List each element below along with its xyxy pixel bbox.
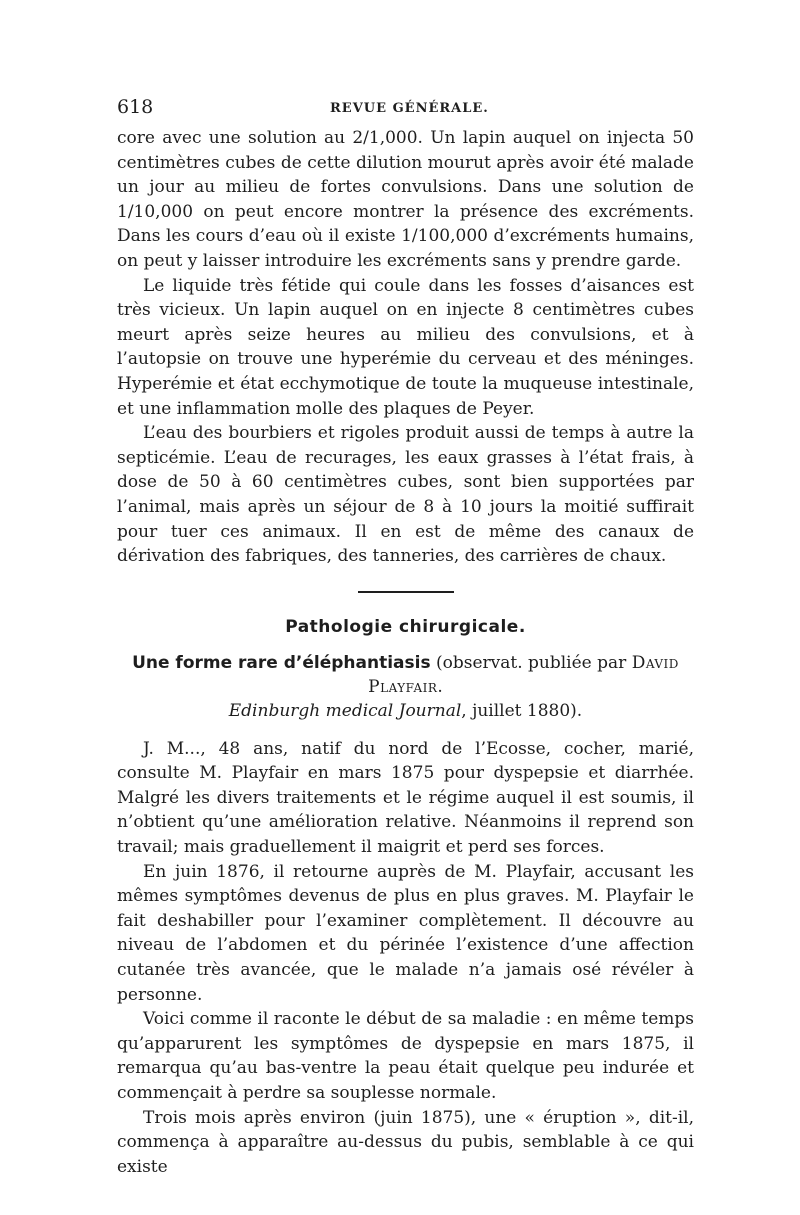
paragraph-debut-maladie: Voici comme il raconte le début de sa maladie : en même temps qu’apparurent les symptômes de dyspepsie en mars 1875, il remarqua qu’au bas-ventre la peau était quelque peu indurée et commençait à perdre sa souplesse normale. bbox=[117, 1009, 694, 1103]
article-title: Une forme rare d’éléphantiasis bbox=[132, 652, 431, 673]
article-author: David Playfair bbox=[368, 652, 679, 697]
paragraph-continuation: core avec une solution au 2/1,000. Un lapin auquel on injecta 50 centimètres cubes de cette dilution mourut après avoir été malade un jour au milieu de fortes convulsions. Dans une solution de 1/10,000 on peut encore montrer la présence des excréments. Dans les cours d’eau où il existe 1/100,000 d’excréments humains, on peut y laisser introduire les excréments sans y prendre garde. bbox=[117, 128, 694, 271]
article-byline-prefix: (observat. publiée par bbox=[430, 652, 632, 673]
article-title-line bbox=[117, 651, 694, 699]
article-source-line bbox=[117, 699, 694, 723]
page-header bbox=[117, 96, 694, 126]
book-page bbox=[117, 96, 694, 1179]
running-title: REVUE GÉNÉRALE. bbox=[330, 101, 489, 116]
journal-name: Edinburgh medical Journal bbox=[228, 700, 462, 721]
paragraph-case: J. M..., 48 ans, natif du nord de l’Ecosse, cocher, marié, consulte M. Playfair en mars 1875 pour dyspepsie et diarrhée. Malgré les divers traitements et le régime auquel il est soumis, il n’obtient qu’une amélioration relative. Néanmoins il reprend son travail; mais graduellement il maigrit et perd ses forces. bbox=[117, 738, 694, 858]
spacer bbox=[117, 723, 694, 737]
page-number: 618 bbox=[117, 96, 154, 118]
paragraph-juin-1876: En juin 1876, il retourne auprès de M. Playfair, accusant les mêmes symptômes devenus de plus en plus graves. M. Playfair le fait deshabiller pour l’examiner complètement. Il découvre au niveau de l’abdomen et du périnée l’existence d’une affection cutanée très avancée, que le malade n’a jamais osé révéler à personne. bbox=[117, 861, 694, 1005]
journal-date: , juillet 1880). bbox=[461, 700, 583, 721]
section-heading: Pathologie chirurgicale. bbox=[285, 616, 526, 637]
paragraph-bourbiers: L’eau des bourbiers et rigoles produit aussi de temps à autre la septicémie. L’eau de recurages, les eaux grasses à l’état frais, à dose de 50 à 60 centimètres cubes, sont bien supportées par l’animal, mais après un séjour de 8 à 10 jours la moitié suffirait pour tuer ces animaux. Il en est de même des canaux de dérivation des fabriques, des tanneries, des carrières de chaux. bbox=[117, 423, 694, 567]
paragraph-fosses: Le liquide très fétide qui coule dans les fosses d’aisances est très vicieux. Un lapin auquel on en injecte 8 centimètres cubes meurt après seize heures au milieu des convulsions, et à l’autopsie on trouve une hyperémie du cerveau et des méninges. Hyperémie et état ecchymotique de toute la muqueuse intestinale, et une inflammation molle des plaques de Peyer. bbox=[117, 275, 694, 419]
paragraph-trois-mois: Trois mois après environ (juin 1875), une « éruption », dit-il, commença à apparaître au-dessus du pubis, semblable à ce qui existe bbox=[117, 1107, 694, 1177]
article-byline-suffix: . bbox=[437, 676, 443, 697]
section-divider bbox=[358, 591, 454, 593]
